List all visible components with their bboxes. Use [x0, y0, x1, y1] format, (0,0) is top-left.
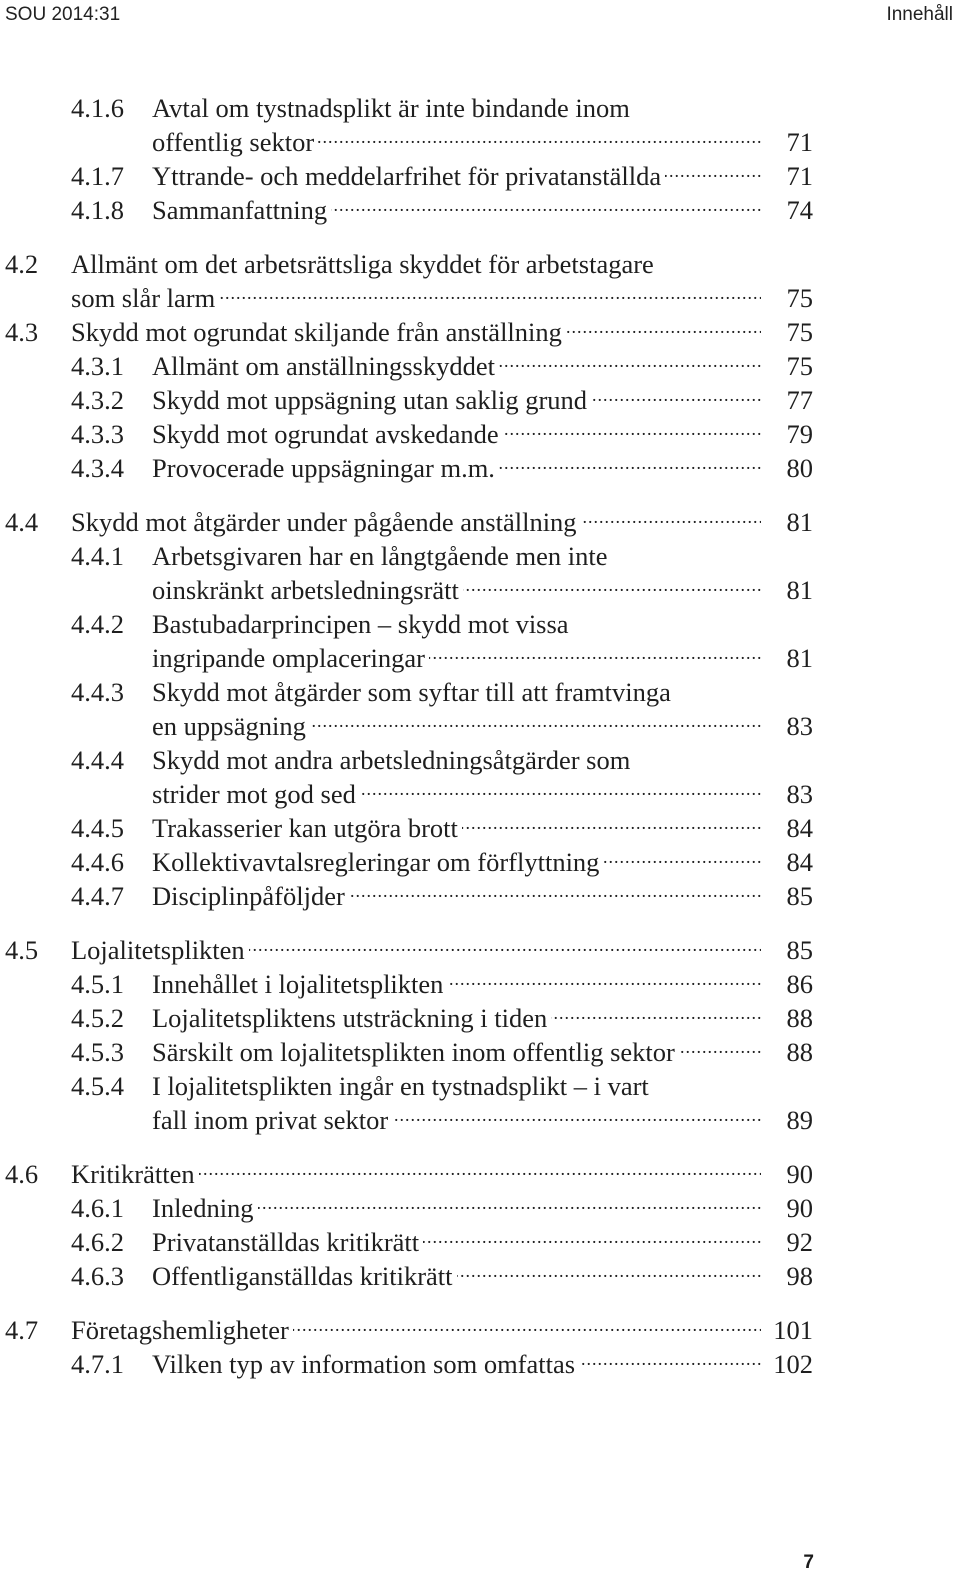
section-title: Trakasserier kan utgöra brott: [152, 813, 462, 843]
section-title: Skydd mot åtgärder under pågående anställning: [71, 507, 581, 537]
section-title: Avtal om tystnadsplikt är inte bindande inom: [152, 93, 634, 123]
toc-entry: [0, 281, 960, 315]
toc-entry: [0, 933, 960, 967]
toc-entry: [0, 247, 960, 281]
section-title: Vilken typ av information som omfattas: [152, 1349, 579, 1379]
toc-entry: [0, 1225, 960, 1259]
page-ref: 81: [761, 641, 813, 675]
toc-entry: [0, 505, 960, 539]
section-title: Disciplinpåföljder: [152, 881, 349, 911]
toc-entry: [0, 641, 960, 675]
section-title: Allmänt om anställningsskyddet: [152, 351, 499, 381]
page-ref: 84: [761, 845, 813, 879]
section-title: Sammanfattning: [152, 195, 331, 225]
toc-entry: [0, 1001, 960, 1035]
page-ref: 88: [761, 1001, 813, 1035]
section-number: 4.1.8: [71, 195, 124, 225]
section-title: Provocerade uppsägningar m.m.: [152, 453, 499, 483]
toc-entry: [0, 159, 960, 193]
section-title: Innehållet i lojalitetsplikten: [152, 969, 447, 999]
section-number: 4.1.6: [71, 93, 124, 123]
section-title: Yttrande- och meddelarfrihet för privatanställda: [152, 161, 665, 191]
section-number: 4.4.1: [71, 541, 124, 571]
section-number: 4.1.7: [71, 161, 124, 191]
page-ref: 81: [761, 573, 813, 607]
page-ref: 75: [761, 281, 813, 315]
section-number: 4.4.4: [71, 745, 124, 775]
section-title: Företagshemligheter: [71, 1315, 293, 1345]
page-ref: 98: [761, 1259, 813, 1293]
section-number: 4.4.7: [71, 881, 124, 911]
page-ref: 83: [761, 709, 813, 743]
section-title: Bastubadarprincipen – skydd mot vissa: [152, 609, 573, 639]
section-title: I lojalitetsplikten ingår en tystnadsplikt – i vart: [152, 1071, 653, 1101]
toc-entry: [0, 811, 960, 845]
section-name: Innehåll: [886, 4, 953, 25]
section-number: 4.2: [5, 249, 39, 279]
toc-entry: [0, 967, 960, 1001]
section-number: 4.3.3: [71, 419, 124, 449]
section-number: 4.5.3: [71, 1037, 124, 1067]
section-title: Särskilt om lojalitetsplikten inom offentlig sektor: [152, 1037, 679, 1067]
section-title: Kritikrätten: [71, 1159, 199, 1189]
section-number: 4.3.1: [71, 351, 124, 381]
toc-entry: [0, 349, 960, 383]
page-ref: 71: [761, 125, 813, 159]
toc-entry: [0, 1313, 960, 1347]
toc-entry: [0, 573, 960, 607]
toc-entry: [0, 125, 960, 159]
toc-entry: [0, 91, 960, 125]
toc-entry: [0, 1035, 960, 1069]
page-ref: 102: [761, 1347, 813, 1381]
section-title: Skydd mot andra arbetsledningsåtgärder som: [152, 745, 634, 775]
page-ref: 89: [761, 1103, 813, 1137]
page-ref: 88: [761, 1035, 813, 1069]
toc-entry: [0, 1103, 960, 1137]
section-number: 4.3.2: [71, 385, 124, 415]
section-title: fall inom privat sektor: [152, 1105, 392, 1135]
page-ref: 75: [761, 349, 813, 383]
page-ref: 77: [761, 383, 813, 417]
toc-entry: [0, 1191, 960, 1225]
section-title: strider mot god sed: [152, 779, 360, 809]
section-number: 4.4.3: [71, 677, 124, 707]
toc-entry: [0, 709, 960, 743]
section-number: 4.5.2: [71, 1003, 124, 1033]
section-number: 4.3.4: [71, 453, 124, 483]
section-number: 4.5: [5, 935, 39, 965]
page-ref: 85: [761, 933, 813, 967]
section-number: 4.5.4: [71, 1071, 124, 1101]
section-title: Inledning: [152, 1193, 258, 1223]
page-ref: 90: [761, 1157, 813, 1191]
running-header: [0, 0, 960, 34]
page-ref: 79: [761, 417, 813, 451]
section-number: 4.6.1: [71, 1193, 124, 1223]
toc-entry: [0, 607, 960, 641]
section-number: 4.7: [5, 1315, 39, 1345]
report-id: SOU 2014:31: [5, 4, 121, 25]
section-number: 4.6: [5, 1159, 39, 1189]
toc-entry: [0, 1347, 960, 1381]
section-number: 4.6.2: [71, 1227, 124, 1257]
section-title: Lojalitetsplikten: [71, 935, 249, 965]
section-number: 4.4.5: [71, 813, 124, 843]
toc-entry: [0, 675, 960, 709]
section-title: ingripande omplaceringar: [152, 643, 429, 673]
section-number: 4.4.6: [71, 847, 124, 877]
page-ref: 86: [761, 967, 813, 1001]
toc-entry: [0, 315, 960, 349]
section-title: oinskränkt arbetsledningsrätt: [152, 575, 463, 605]
section-number: 4.4: [5, 507, 39, 537]
section-title: offentlig sektor: [152, 127, 318, 157]
section-title: Offentliganställdas kritikrätt: [152, 1261, 457, 1291]
page-ref: 80: [761, 451, 813, 485]
section-title: Lojalitetspliktens utsträckning i tiden: [152, 1003, 551, 1033]
section-title: Skydd mot uppsägning utan saklig grund: [152, 385, 591, 415]
toc-entry: [0, 743, 960, 777]
section-title: Privatanställdas kritikrätt: [152, 1227, 423, 1257]
toc-entry: [0, 1259, 960, 1293]
page-ref: 83: [761, 777, 813, 811]
page-number: 7: [803, 1552, 814, 1573]
page-ref: 75: [761, 315, 813, 349]
section-title: Skydd mot ogrundat skiljande från anställning: [71, 317, 566, 347]
page-ref: 74: [761, 193, 813, 227]
toc-entry: [0, 879, 960, 913]
page-ref: 84: [761, 811, 813, 845]
page-ref: 81: [761, 505, 813, 539]
toc-entry: [0, 1157, 960, 1191]
section-number: 4.7.1: [71, 1349, 124, 1379]
toc-entry: [0, 417, 960, 451]
page-ref: 71: [761, 159, 813, 193]
section-title: Allmänt om det arbetsrättsliga skyddet för arbetstagare: [71, 249, 658, 279]
section-number: 4.4.2: [71, 609, 124, 639]
section-title: en uppsägning: [152, 711, 310, 741]
section-number: 4.3: [5, 317, 39, 347]
toc-entry: [0, 1069, 960, 1103]
page-ref: 92: [761, 1225, 813, 1259]
toc-entry: [0, 777, 960, 811]
page-ref: 85: [761, 879, 813, 913]
page-ref: 101: [761, 1313, 813, 1347]
page-ref: 90: [761, 1191, 813, 1225]
toc-entry: [0, 845, 960, 879]
section-title: Skydd mot åtgärder som syftar till att framtvinga: [152, 677, 675, 707]
toc-entry: [0, 193, 960, 227]
section-title: Kollektivavtalsregleringar om förflyttning: [152, 847, 603, 877]
section-number: 4.6.3: [71, 1261, 124, 1291]
section-title: Skydd mot ogrundat avskedande: [152, 419, 503, 449]
toc-entry: [0, 451, 960, 485]
section-title: Arbetsgivaren har en långtgående men inte: [152, 541, 611, 571]
toc-entry: [0, 539, 960, 573]
toc-entry: [0, 383, 960, 417]
section-number: 4.5.1: [71, 969, 124, 999]
section-title: som slår larm: [71, 283, 219, 313]
